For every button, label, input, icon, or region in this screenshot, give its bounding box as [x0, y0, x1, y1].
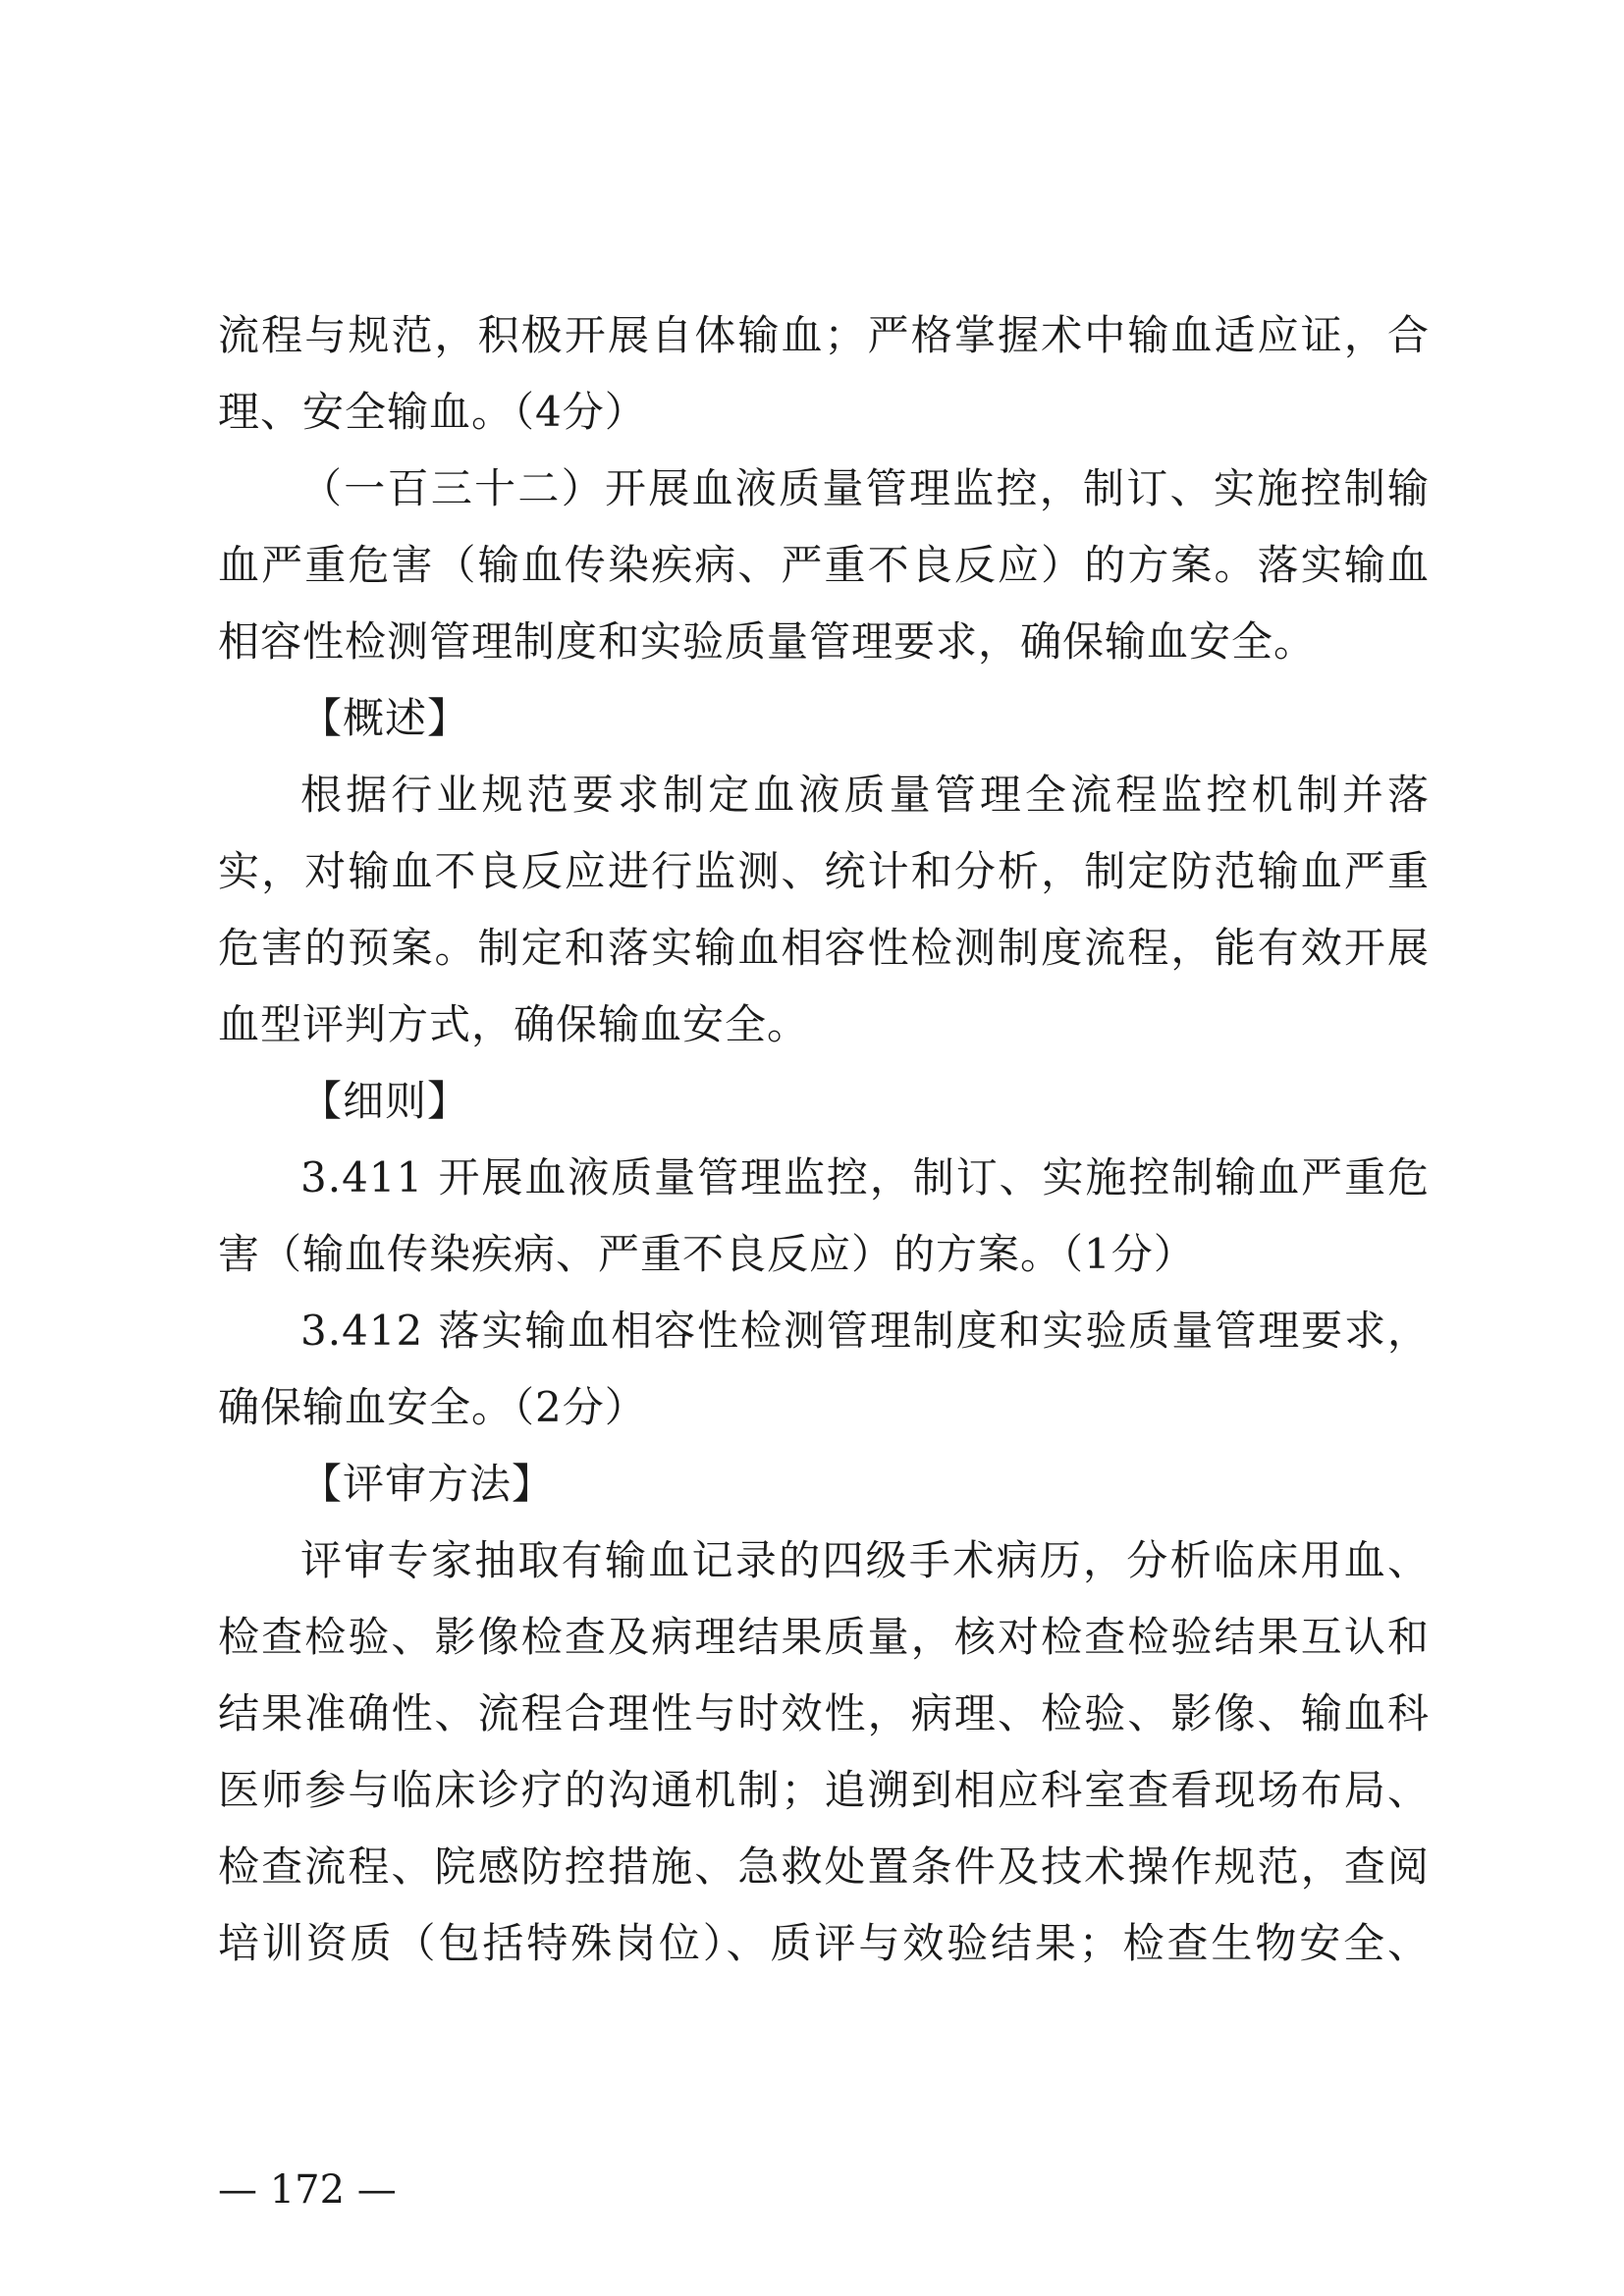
document-body	[218, 297, 1430, 1982]
text-line: 相容性检测管理制度和实验质量管理要求，确保输血安全。	[218, 617, 1317, 666]
text-line: 医师参与临床诊疗的沟通机制；追溯到相应科室查看现场布局、	[218, 1766, 1430, 1814]
text-line: （一百三十二）开展血液质量管理监控，制订、实施控制输	[300, 464, 1430, 512]
text-line: 根据行业规范要求制定血液质量管理全流程监控机制并落	[300, 771, 1430, 819]
page-number: — 172 —	[218, 2167, 397, 2213]
text-line: 血型评判方式，确保输血安全。	[218, 1000, 810, 1048]
text-line: 评审专家抽取有输血记录的四级手术病历，分析临床用血、	[300, 1536, 1430, 1584]
paragraph-continuation	[218, 297, 1430, 451]
text-line: 危害的预案。制定和落实输血相容性检测制度流程，能有效开展	[218, 924, 1430, 972]
text-line: 实，对输血不良反应进行监测、统计和分析，制定防范输血严重	[218, 847, 1430, 895]
paragraph-article-132	[218, 451, 1430, 680]
text-line: 培训资质（包括特殊岗位）、质评与效验结果；检查生物安全、	[218, 1919, 1430, 1967]
paragraph-overview	[218, 757, 1430, 1063]
section-heading-details: 【细则】	[300, 1077, 470, 1125]
text-line: 检查流程、院感防控措施、急救处置条件及技术操作规范，查阅	[218, 1842, 1430, 1891]
text-line: 理、安全输血。（4分）	[218, 388, 647, 436]
text-line: 3.411 开展血液质量管理监控，制订、实施控制输血严重危	[300, 1153, 1430, 1201]
paragraph-item-3-412	[218, 1293, 1430, 1446]
text-line: 流程与规范，积极开展自体输血；严格掌握术中输血适应证，合	[218, 311, 1430, 359]
text-line: 确保输血安全。（2分）	[218, 1383, 647, 1431]
section-heading-review-method: 【评审方法】	[300, 1460, 555, 1508]
text-line: 害（输血传染疾病、严重不良反应）的方案。（1分）	[218, 1230, 1196, 1278]
text-line: 检查检验、影像检查及病理结果质量，核对检查检验结果互认和	[218, 1613, 1430, 1661]
text-line: 3.412 落实输血相容性检测管理制度和实验质量管理要求，	[300, 1307, 1430, 1355]
paragraph-review-method	[218, 1522, 1430, 1982]
section-heading-overview: 【概述】	[300, 694, 470, 742]
paragraph-item-3-411	[218, 1140, 1430, 1293]
text-line: 结果准确性、流程合理性与时效性，病理、检验、影像、输血科	[218, 1689, 1430, 1737]
text-line: 血严重危害（输血传染疾病、严重不良反应）的方案。落实输血	[218, 541, 1430, 589]
